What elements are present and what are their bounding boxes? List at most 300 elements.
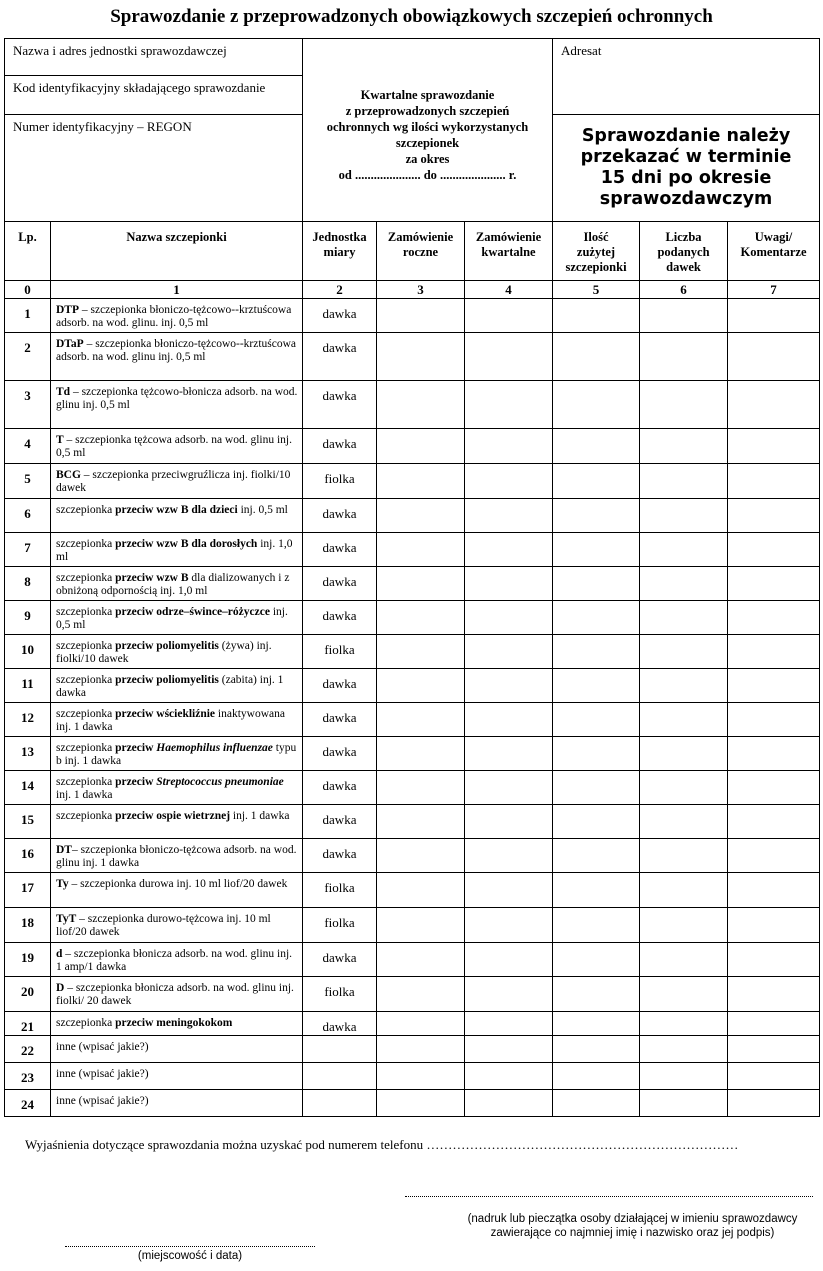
identification-code-field[interactable]: Kod identyfikacyjny składającego sprawozdanie (5, 76, 303, 115)
table-row (5, 977, 820, 1012)
row-number: 20 (5, 977, 51, 1012)
vaccine-name (51, 737, 303, 771)
used-quantity-cell[interactable] (553, 943, 640, 977)
vaccine-name (51, 839, 303, 873)
column-header-line: miary (323, 245, 356, 259)
unit-cell: dawka (303, 943, 377, 977)
quarterly-order-cell[interactable] (465, 805, 553, 839)
row-number: 21 (5, 1012, 51, 1036)
table-row (5, 464, 820, 499)
quarterly-order-cell[interactable] (465, 737, 553, 771)
annual-order-cell[interactable] (377, 333, 465, 381)
vaccine-name-segment: Ty (56, 878, 69, 890)
vaccine-name-segment: przeciw wściekliźnie (115, 708, 216, 720)
quarterly-order-cell[interactable] (465, 381, 553, 429)
vaccine-name (51, 943, 303, 977)
remarks-cell[interactable] (728, 1090, 820, 1117)
used-quantity-cell[interactable] (553, 873, 640, 908)
used-quantity-cell[interactable] (553, 1012, 640, 1036)
column-header-line: Zamówienie (387, 230, 454, 244)
vaccine-name (51, 635, 303, 669)
row-number: 22 (5, 1036, 51, 1063)
report-heading-line: szczepionek (395, 136, 460, 150)
vaccine-name-segment: dla dializowanych i z obniżoną odpornością inj. 1,0 ml (56, 572, 290, 597)
annual-order-cell[interactable] (377, 381, 465, 429)
vaccine-name-segment: – szczepionka tężcowo-błonicza adsorb. na wod. glinu inj. 0,5 ml (56, 386, 298, 411)
row-number: 12 (5, 703, 51, 737)
report-period-block (303, 39, 553, 222)
vaccine-name-segment: przeciw meningokokom (115, 1017, 233, 1029)
vaccine-name-segment: – szczepionka przeciwgruźlicza inj. fiolki/10 dawek (56, 469, 291, 494)
remarks-cell[interactable] (728, 805, 820, 839)
vaccine-name-segment: DTP (56, 304, 79, 316)
signature-line[interactable] (405, 1196, 813, 1197)
table-row (5, 805, 820, 839)
unit-cell: fiolka (303, 635, 377, 669)
row-number: 5 (5, 464, 51, 499)
table-row (5, 381, 820, 429)
column-header-line: roczne (402, 245, 439, 259)
table-row (5, 567, 820, 601)
vaccine-name-segment: szczepionka (56, 708, 116, 720)
annual-order-cell[interactable] (377, 1012, 465, 1036)
annual-order-cell[interactable] (377, 977, 465, 1012)
remarks-cell[interactable] (728, 567, 820, 601)
vaccine-name-segment: – szczepionka tężcowa adsorb. na wod. glinu inj. 0,5 ml (56, 434, 293, 459)
unit-cell: dawka (303, 567, 377, 601)
table-row (5, 1090, 820, 1117)
vaccine-name-segment: szczepionka (56, 742, 116, 754)
row-number: 19 (5, 943, 51, 977)
vaccine-name-segment: przeciw (115, 742, 157, 754)
vaccine-name-segment: szczepionka (56, 538, 116, 550)
quarterly-order-cell[interactable] (465, 1012, 553, 1036)
unit-cell: dawka (303, 805, 377, 839)
unit-cell: dawka (303, 669, 377, 703)
column-number: 0 (5, 281, 51, 299)
row-number: 18 (5, 908, 51, 943)
used-quantity-cell[interactable] (553, 499, 640, 533)
doses-given-cell[interactable] (640, 333, 728, 381)
vaccine-name-segment: – szczepionka błoniczo-tężcowa adsorb. na wod. glinu inj. 1 dawka (56, 844, 297, 869)
annual-order-cell[interactable] (377, 601, 465, 635)
quarterly-order-cell[interactable] (465, 333, 553, 381)
doses-given-cell[interactable] (640, 1036, 728, 1063)
annual-order-cell[interactable] (377, 299, 465, 333)
vaccine-name-segment: – szczepionka błonicza adsorb. na wod. glinu inj. fiolki/ 20 dawek (56, 982, 294, 1007)
table-row (5, 1036, 820, 1063)
unit-cell: dawka (303, 533, 377, 567)
column-number: 3 (377, 281, 465, 299)
used-quantity-cell[interactable] (553, 908, 640, 943)
remarks-cell[interactable] (728, 1063, 820, 1090)
quarterly-order-cell[interactable] (465, 669, 553, 703)
column-number-row (5, 281, 820, 299)
quarterly-order-cell[interactable] (465, 299, 553, 333)
remarks-cell[interactable] (728, 299, 820, 333)
doses-given-cell[interactable] (640, 635, 728, 669)
table-row (5, 1063, 820, 1090)
doses-given-cell[interactable] (640, 464, 728, 499)
doses-given-cell[interactable] (640, 943, 728, 977)
used-quantity-cell[interactable] (553, 635, 640, 669)
annual-order-cell[interactable] (377, 635, 465, 669)
row-number: 10 (5, 635, 51, 669)
deadline-line: sprawozdawczym (599, 189, 773, 209)
vaccine-name-segment: – szczepionka błonicza adsorb. na wod. glinu inj. 1 amp/1 dawka (56, 948, 293, 973)
vaccine-name (51, 567, 303, 601)
table-row (5, 703, 820, 737)
unit-cell: fiolka (303, 464, 377, 499)
unit-cell: dawka (303, 839, 377, 873)
vaccine-name (51, 908, 303, 943)
row-number: 8 (5, 567, 51, 601)
quarterly-order-cell[interactable] (465, 703, 553, 737)
report-heading-line: za okres (405, 152, 450, 166)
table-row (5, 873, 820, 908)
column-header-quarterly-order (465, 222, 553, 281)
table-row (5, 635, 820, 669)
vaccine-name (51, 299, 303, 333)
vaccine-name (51, 977, 303, 1012)
unit-cell (303, 1063, 377, 1090)
regon-field[interactable]: Numer identyfikacyjny – REGON (5, 115, 303, 222)
column-number: 6 (640, 281, 728, 299)
vaccine-name-segment: szczepionka (56, 606, 116, 618)
doses-given-cell[interactable] (640, 499, 728, 533)
table-row (5, 771, 820, 805)
column-header-line: Ilość (583, 230, 609, 244)
remarks-cell[interactable] (728, 533, 820, 567)
used-quantity-cell[interactable] (553, 771, 640, 805)
deadline-line: 15 dni po okresie (600, 168, 772, 188)
doses-given-cell[interactable] (640, 771, 728, 805)
vaccine-name-segment: przeciw wzw B dla dorosłych (115, 538, 258, 550)
used-quantity-cell[interactable] (553, 1036, 640, 1063)
vaccine-name-segment: – szczepionka błoniczo-tężcowo--krztuścowa adsorb. na wod. glinu. inj. 0,5 ml (56, 304, 292, 329)
doses-given-cell[interactable] (640, 703, 728, 737)
report-period-range[interactable]: od ..................... do ..................... r. (338, 168, 517, 182)
adresat-field[interactable]: Adresat (553, 39, 820, 115)
doses-given-cell[interactable] (640, 1090, 728, 1117)
vaccine-name-segment: DT (56, 844, 72, 856)
row-number: 3 (5, 381, 51, 429)
remarks-cell[interactable] (728, 429, 820, 464)
column-number: 7 (728, 281, 820, 299)
unit-cell: dawka (303, 429, 377, 464)
annual-order-cell[interactable] (377, 499, 465, 533)
annual-order-cell[interactable] (377, 703, 465, 737)
vaccine-name-segment: Streptococcus pneumoniae (156, 776, 284, 788)
annual-order-cell[interactable] (377, 771, 465, 805)
remarks-cell[interactable] (728, 669, 820, 703)
row-number: 7 (5, 533, 51, 567)
row-number: 11 (5, 669, 51, 703)
remarks-cell[interactable] (728, 703, 820, 737)
remarks-cell[interactable] (728, 1012, 820, 1036)
unit-name-address-field[interactable]: Nazwa i adres jednostki sprawozdawczej (5, 39, 303, 76)
used-quantity-cell[interactable] (553, 464, 640, 499)
table-row (5, 669, 820, 703)
row-number: 17 (5, 873, 51, 908)
used-quantity-cell[interactable] (553, 601, 640, 635)
report-heading-line: ochronnych wg ilości wykorzystanych (326, 120, 529, 134)
annual-order-cell[interactable] (377, 737, 465, 771)
vaccine-name-segment: przeciw wzw B dla dzieci (115, 504, 238, 516)
used-quantity-cell[interactable] (553, 533, 640, 567)
column-header-line: Zamówienie (475, 230, 542, 244)
annual-order-cell[interactable] (377, 943, 465, 977)
annual-order-cell[interactable] (377, 429, 465, 464)
quarterly-order-cell[interactable] (465, 839, 553, 873)
quarterly-order-cell[interactable] (465, 567, 553, 601)
unit-cell: dawka (303, 499, 377, 533)
doses-given-cell[interactable] (640, 977, 728, 1012)
quarterly-order-cell[interactable] (465, 533, 553, 567)
used-quantity-cell[interactable] (553, 737, 640, 771)
unit-cell: dawka (303, 333, 377, 381)
doses-given-cell[interactable] (640, 381, 728, 429)
vaccine-name (51, 429, 303, 464)
vaccine-name (51, 703, 303, 737)
vaccine-name-segment: szczepionka (56, 776, 116, 788)
quarterly-order-cell[interactable] (465, 873, 553, 908)
used-quantity-cell[interactable] (553, 299, 640, 333)
remarks-cell[interactable] (728, 977, 820, 1012)
vaccine-name[interactable] (51, 1090, 303, 1117)
column-header-used-quantity (553, 222, 640, 281)
vaccine-name-segment: inj. 0,5 ml (237, 504, 288, 516)
remarks-cell[interactable] (728, 908, 820, 943)
used-quantity-cell[interactable] (553, 333, 640, 381)
quarterly-order-cell[interactable] (465, 464, 553, 499)
quarterly-order-cell[interactable] (465, 429, 553, 464)
vaccine-name-segment: (zabita) inj. 1 dawka (56, 674, 284, 699)
used-quantity-cell[interactable] (553, 381, 640, 429)
table-row (5, 533, 820, 567)
unit-cell: fiolka (303, 908, 377, 943)
annual-order-cell[interactable] (377, 533, 465, 567)
vaccine-name-segment: szczepionka (56, 674, 116, 686)
vaccine-name-segment: DTaP (56, 338, 84, 350)
doses-given-cell[interactable] (640, 1012, 728, 1036)
unit-cell: fiolka (303, 977, 377, 1012)
used-quantity-cell[interactable] (553, 567, 640, 601)
vaccine-name[interactable] (51, 1036, 303, 1063)
doses-given-cell[interactable] (640, 299, 728, 333)
doses-given-cell[interactable] (640, 533, 728, 567)
column-header-line: kwartalne (481, 245, 536, 259)
used-quantity-cell[interactable] (553, 1090, 640, 1117)
column-header-line: Liczba (665, 230, 702, 244)
column-header-lp (5, 222, 51, 281)
vaccine-name-segment: inne (wpisać jakie?) (56, 1095, 149, 1107)
vaccine-name-segment: przeciw wzw B (115, 572, 189, 584)
doses-given-cell[interactable] (640, 669, 728, 703)
quarterly-order-cell[interactable] (465, 908, 553, 943)
unit-cell: dawka (303, 299, 377, 333)
quarterly-order-cell[interactable] (465, 635, 553, 669)
doses-given-cell[interactable] (640, 737, 728, 771)
quarterly-order-cell[interactable] (465, 1090, 553, 1117)
column-header-remarks (728, 222, 820, 281)
annual-order-cell[interactable] (377, 567, 465, 601)
table-row (5, 333, 820, 381)
row-number: 6 (5, 499, 51, 533)
row-number: 24 (5, 1090, 51, 1117)
used-quantity-cell[interactable] (553, 703, 640, 737)
unit-cell: dawka (303, 381, 377, 429)
row-number: 14 (5, 771, 51, 805)
doses-given-cell[interactable] (640, 908, 728, 943)
place-date-line[interactable] (65, 1246, 315, 1247)
quarterly-order-cell[interactable] (465, 943, 553, 977)
remarks-cell[interactable] (728, 737, 820, 771)
vaccine-name (51, 464, 303, 499)
vaccine-name-segment: inne (wpisać jakie?) (56, 1068, 149, 1080)
column-header-line: Jednostka (312, 230, 367, 244)
column-header-line: zużytej (576, 245, 616, 259)
column-header-line: Komentarze (740, 245, 807, 259)
doses-given-cell[interactable] (640, 567, 728, 601)
vaccine-name-segment: – szczepionka durowo-tężcowa inj. 10 ml liof/20 dawek (56, 913, 271, 938)
vaccine-name-segment: szczepionka (56, 640, 116, 652)
doses-given-cell[interactable] (640, 805, 728, 839)
used-quantity-cell[interactable] (553, 805, 640, 839)
deadline-notice (553, 115, 820, 222)
vaccine-name (51, 771, 303, 805)
annual-order-cell[interactable] (377, 1090, 465, 1117)
table-row (5, 1012, 820, 1036)
row-number: 9 (5, 601, 51, 635)
doses-given-cell[interactable] (640, 1063, 728, 1090)
unit-cell: fiolka (303, 873, 377, 908)
column-header-line: dawek (666, 260, 701, 274)
report-heading-line: Kwartalne sprawozdanie (360, 88, 495, 102)
remarks-cell[interactable] (728, 1036, 820, 1063)
annual-order-cell[interactable] (377, 873, 465, 908)
quarterly-order-cell[interactable] (465, 1063, 553, 1090)
doses-given-cell[interactable] (640, 839, 728, 873)
column-header-unit (303, 222, 377, 281)
row-number: 1 (5, 299, 51, 333)
remarks-cell[interactable] (728, 333, 820, 381)
table-row (5, 601, 820, 635)
table-row (5, 299, 820, 333)
deadline-line: przekazać w terminie (580, 147, 792, 167)
vaccine-name (51, 533, 303, 567)
row-number: 15 (5, 805, 51, 839)
remarks-cell[interactable] (728, 771, 820, 805)
annual-order-cell[interactable] (377, 839, 465, 873)
vaccine-name-segment: Haemophilus influenzae (156, 742, 273, 754)
vaccine-name (51, 381, 303, 429)
signature-caption-line: (nadruk lub pieczątka osoby działającej w imieniu sprawozdawcy (467, 1213, 798, 1225)
quarterly-order-cell[interactable] (465, 499, 553, 533)
used-quantity-cell[interactable] (553, 977, 640, 1012)
vaccine-name (51, 1012, 303, 1036)
used-quantity-cell[interactable] (553, 669, 640, 703)
unit-cell: dawka (303, 703, 377, 737)
signature-caption (440, 1212, 823, 1240)
vaccine-name-segment: typu b inj. 1 dawka (56, 742, 297, 767)
unit-cell: dawka (303, 601, 377, 635)
column-number: 4 (465, 281, 553, 299)
annual-order-cell[interactable] (377, 1036, 465, 1063)
place-date-caption: (miejscowość i data) (137, 1250, 243, 1262)
column-header-line: Uwagi/ (754, 230, 793, 244)
remarks-cell[interactable] (728, 464, 820, 499)
annual-order-cell[interactable] (377, 464, 465, 499)
vaccine-name-segment: inne (wpisać jakie?) (56, 1041, 149, 1053)
remarks-cell[interactable] (728, 943, 820, 977)
document-title: Sprawozdanie z przeprowadzonych obowiązkowych szczepień ochronnych (110, 6, 713, 27)
used-quantity-cell[interactable] (553, 839, 640, 873)
vaccine-name-segment: TyT (56, 913, 77, 925)
vaccine-name-segment: przeciw poliomyelitis (115, 640, 219, 652)
row-number: 4 (5, 429, 51, 464)
row-number: 13 (5, 737, 51, 771)
vaccine-name-segment: szczepionka (56, 572, 116, 584)
unit-cell: dawka (303, 771, 377, 805)
doses-given-cell[interactable] (640, 601, 728, 635)
vaccine-name (51, 873, 303, 908)
table-row (5, 943, 820, 977)
table-row (5, 839, 820, 873)
vaccine-name-segment: szczepionka (56, 1017, 116, 1029)
quarterly-order-cell[interactable] (465, 601, 553, 635)
column-header-line: szczepionki (565, 260, 627, 274)
remarks-cell[interactable] (728, 839, 820, 873)
table-row (5, 908, 820, 943)
doses-given-cell[interactable] (640, 873, 728, 908)
vaccine-name-segment: szczepionka (56, 810, 116, 822)
annual-order-cell[interactable] (377, 669, 465, 703)
quarterly-order-cell[interactable] (465, 771, 553, 805)
doses-given-cell[interactable] (640, 429, 728, 464)
vaccine-name-segment: przeciw ospie wietrznej (115, 810, 231, 822)
quarterly-order-cell[interactable] (465, 977, 553, 1012)
table-row (5, 499, 820, 533)
quarterly-order-cell[interactable] (465, 1036, 553, 1063)
column-number: 2 (303, 281, 377, 299)
column-number: 1 (51, 281, 303, 299)
report-heading-line: z przeprowadzonych szczepień (345, 104, 510, 118)
remarks-cell[interactable] (728, 499, 820, 533)
signature-caption-line: zawierające co najmniej imię i nazwisko oraz jej podpis) (490, 1227, 775, 1239)
vaccine-name-segment: szczepionka (56, 504, 116, 516)
remarks-cell[interactable] (728, 635, 820, 669)
annual-order-cell[interactable] (377, 1063, 465, 1090)
column-number: 5 (553, 281, 640, 299)
annual-order-cell[interactable] (377, 908, 465, 943)
vaccine-name-segment: inj. 1 dawka (230, 810, 290, 822)
vaccine-name-segment: przeciw (115, 776, 157, 788)
remarks-cell[interactable] (728, 873, 820, 908)
vaccine-name (51, 333, 303, 381)
used-quantity-cell[interactable] (553, 429, 640, 464)
vaccine-name[interactable] (51, 1063, 303, 1090)
column-header-line: Lp. (18, 230, 37, 244)
used-quantity-cell[interactable] (553, 1063, 640, 1090)
column-header-row (5, 222, 820, 281)
phone-info-line: Wyjaśnienia dotyczące sprawozdania można uzyskać pod numerem telefonu ……………………………………………………………… (25, 1137, 739, 1152)
vaccine-name-segment: (żywa) inj. fiolki/10 dawek (56, 640, 272, 665)
row-number: 16 (5, 839, 51, 873)
remarks-cell[interactable] (728, 381, 820, 429)
remarks-cell[interactable] (728, 601, 820, 635)
annual-order-cell[interactable] (377, 805, 465, 839)
